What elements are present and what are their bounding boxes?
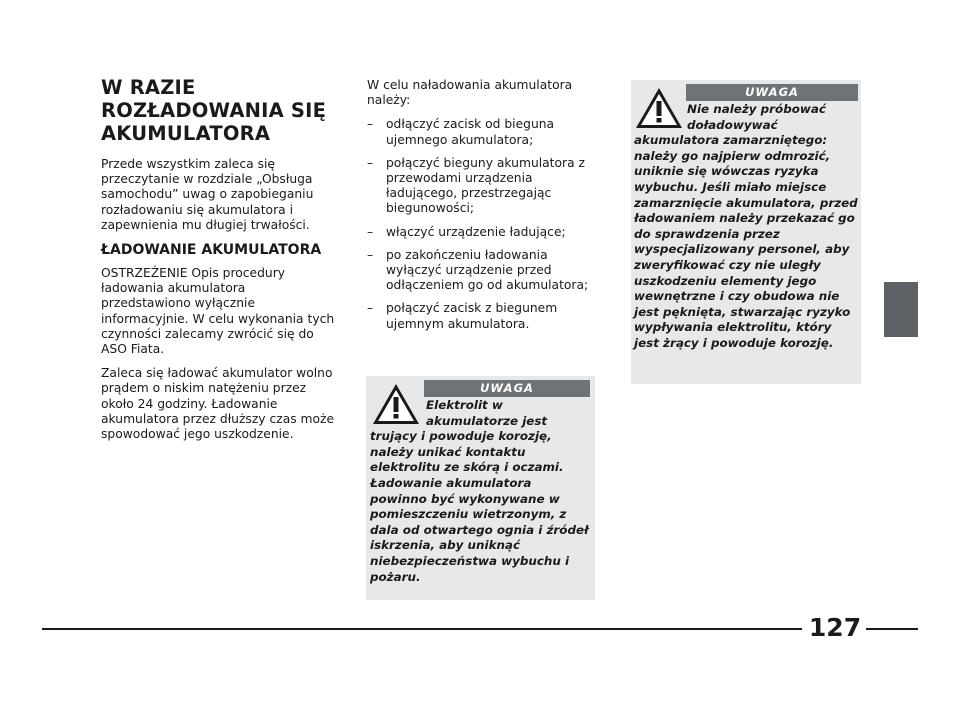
page-number: 127	[808, 613, 862, 642]
warning-text-block	[634, 102, 859, 352]
warning-text-block	[370, 398, 592, 585]
intro-paragraph: Przede wszystkim zaleca się przeczytanie w rozdziale „Obsługa samochodu” uwag o zapobieganiu rozładowaniu się akumulatora i zapewnienia mu długiej trwałości.	[101, 157, 314, 232]
section-title: W RAZIE ROZŁADOWANIA SIĘ AKUMULATORA	[101, 76, 327, 145]
footer-rule-left	[42, 628, 802, 630]
procedure-step	[367, 301, 599, 331]
middle-column	[367, 78, 599, 340]
step-dash: –	[367, 247, 374, 262]
warning-label: UWAGA	[686, 84, 858, 101]
step-dash: –	[367, 155, 374, 170]
procedure-intro: W celu naładowania akumulatora należy:	[367, 78, 573, 108]
procedure-step	[367, 156, 599, 217]
electrolyte-warning-box	[366, 376, 595, 600]
step-dash: –	[367, 224, 374, 239]
procedure-step	[367, 248, 599, 294]
step-text: po zakończeniu ładowania wyłączyć urządzenie przed odłączeniem go od akumulatora;	[386, 247, 589, 293]
procedure-steps	[367, 117, 599, 331]
step-text: połączyć zacisk z biegunem ujemnym akumulatora.	[386, 301, 558, 331]
step-text: włączyć urządzenie ładujące;	[386, 224, 566, 239]
frozen-battery-warning-box	[631, 80, 861, 384]
footer-rule-right	[866, 628, 918, 630]
step-text: połączyć bieguny akumulatora z przewodami urządzenia ładującego, przestrzegając biegunowości;	[386, 155, 585, 216]
procedure-step	[367, 225, 599, 240]
warning-lead-text: Elektrolit w akumulatorze jest	[426, 398, 548, 428]
procedure-step	[367, 117, 599, 147]
subsection-title: ŁADOWANIE AKUMULATORA	[101, 242, 322, 259]
warning-body-text: akumulatora zamarzniętego: należy go najpierw odmrozić, uniknie się wówczas ryzyka wybuchu. Jeśli miało miejsce zamarznięcie akumulatora, przed ładowaniem należy przekazać go do sprawdzenia przez wyspecjalizowany personel, aby zweryfikować czy nie uległy uszkodzeniu elementy jego wewnętrzne i czy obudowa nie jest pęknięta, stwarzając ryzyko wypływania elektrolitu, który jest żrący i powoduje korozję.	[634, 133, 858, 350]
charging-advice-paragraph: Zaleca się ładować akumulator wolno prądem o niskim natężeniu przez około 24 godziny. Ładowanie akumulatora przez dłuższy czas może spowodować jego uszkodzenie.	[101, 366, 335, 442]
caution-paragraph: OSTRZEŻENIE Opis procedury ładowania akumulatora przedstawiono wyłącznie informacyjnie. W celu wykonania tych czynności zalecamy zwrócić się do ASO Fiata.	[101, 266, 335, 357]
warning-label: UWAGA	[424, 380, 590, 397]
warning-body-text: trujący i powoduje korozję, należy unikać kontaktu elektrolitu ze skórą i oczami. Ładowanie akumulatora powinno być wykonywane w pomieszczeniu wietrzonym, z dala od otwartego ognia i źródeł iskrzenia, aby uniknąć niebezpieczeństwa wybuchu i pożaru.	[370, 429, 589, 584]
step-text: odłączyć zacisk od bieguna ujemnego akumulatora;	[386, 117, 555, 147]
step-dash: –	[367, 301, 374, 316]
step-dash: –	[367, 117, 374, 132]
chapter-side-tab	[884, 282, 918, 337]
warning-lead-text: Nie należy próbować doładowywać	[687, 102, 826, 132]
left-column	[101, 76, 337, 451]
